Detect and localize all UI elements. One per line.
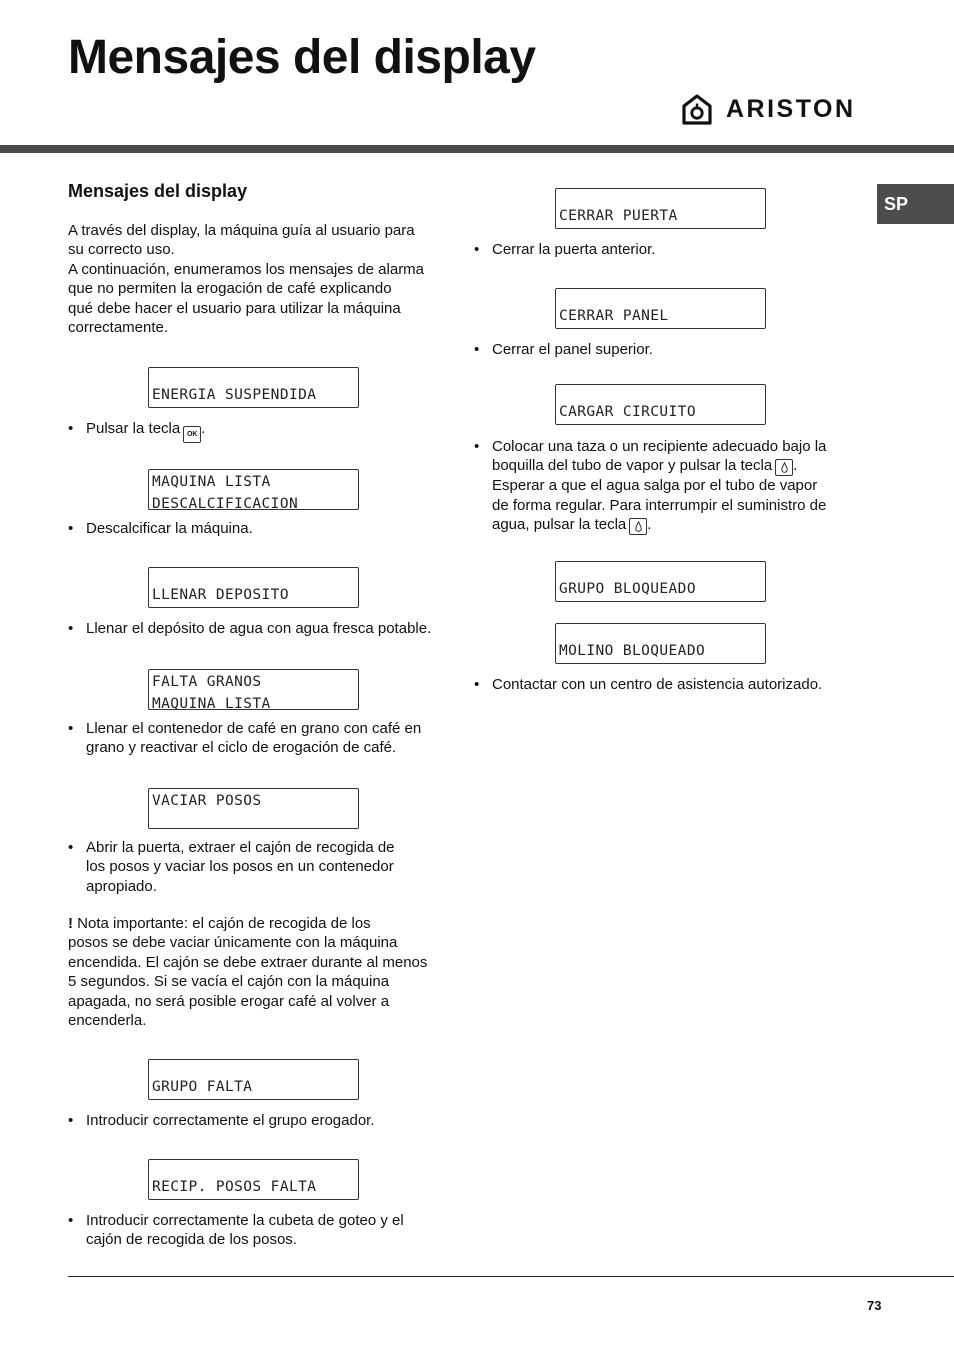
intro-line: A través del display, la máquina guía al usuario para <box>68 222 415 239</box>
display-message <box>555 561 766 602</box>
display-message <box>555 384 766 425</box>
intro-line: que no permiten la erogación de café explicando <box>68 280 392 298</box>
display-message <box>555 288 766 329</box>
instruction-line: grano y reactivar el ciclo de erogación de café. <box>86 739 397 757</box>
brand-name: ARISTON <box>726 94 856 123</box>
important-note <box>68 914 438 1030</box>
display-line: ENERGIA SUSPENDIDA <box>152 387 317 403</box>
display-message <box>148 669 359 710</box>
display-message <box>148 1059 359 1100</box>
page-number: 73 <box>867 1298 882 1313</box>
brand-logo <box>682 93 856 125</box>
instruction-line: los posos y vaciar los posos en un contenedor <box>86 858 394 876</box>
note-line: Nota importante: el cajón de recogida de los <box>77 915 371 932</box>
instruction-line: de forma regular. Para interrumpir el suministro de <box>492 496 827 514</box>
ok-key-icon: OK <box>183 426 201 443</box>
instruction-line: Llenar el contenedor de café en grano con café en <box>86 720 422 737</box>
instruction-line: Introducir correctamente la cubeta de goteo y el <box>86 1212 404 1229</box>
page-title: Mensajes del display <box>68 31 536 84</box>
steam-key-icon <box>775 459 793 476</box>
instruction-line: Contactar con un centro de asistencia autorizado. <box>492 676 823 693</box>
display-line: GRUPO BLOQUEADO <box>559 581 696 597</box>
display-line: CARGAR CIRCUITO <box>559 404 696 420</box>
instruction-line: apropiado. <box>86 877 157 895</box>
instruction-line: Introducir correctamente el grupo erogador. <box>86 1112 375 1129</box>
display-line: FALTA GRANOS <box>152 674 262 690</box>
intro-line: su correcto uso. <box>68 241 175 259</box>
instruction-line: Esperar a que el agua salga por el tubo de vapor <box>492 477 818 495</box>
display-line: MOLINO BLOQUEADO <box>559 643 706 659</box>
instruction-line: boquilla del tubo de vapor y pulsar la tecla <box>492 457 773 475</box>
ariston-house-icon <box>682 94 712 125</box>
display-line: CERRAR PUERTA <box>559 208 678 224</box>
display-message <box>148 1159 359 1200</box>
intro-line: correctamente. <box>68 319 169 337</box>
instruction-line: Pulsar la tecla <box>86 420 181 437</box>
note-mark: ! <box>68 915 73 932</box>
note-line: posos se debe vaciar únicamente con la máquina <box>68 934 398 952</box>
instruction-line: agua, pulsar la tecla <box>492 516 627 534</box>
display-line: VACIAR POSOS <box>152 793 262 809</box>
intro-line: A continuación, enumeramos los mensajes de alarma <box>68 260 425 278</box>
display-message <box>148 367 359 408</box>
intro-paragraph <box>68 221 438 337</box>
display-line: LLENAR DEPOSITO <box>152 587 289 603</box>
display-message <box>555 188 766 229</box>
instruction-line: Cerrar la puerta anterior. <box>492 241 656 258</box>
display-message <box>555 623 766 664</box>
display-line: RECIP. POSOS FALTA <box>152 1179 317 1195</box>
footer-rule <box>68 1276 954 1277</box>
note-line: apagada, no será posible erogar café al volver a <box>68 992 390 1010</box>
display-line: MAQUINA LISTA <box>152 474 271 490</box>
section-heading: Mensajes del display <box>68 181 248 201</box>
display-message <box>148 788 359 829</box>
display-line: DESCALCIFICACION <box>152 496 299 512</box>
instruction-line: Cerrar el panel superior. <box>492 341 653 358</box>
display-message <box>148 567 359 608</box>
instruction-line: Abrir la puerta, extraer el cajón de recogida de <box>86 839 395 856</box>
language-tab: SP <box>877 184 954 224</box>
instruction-line: Descalcificar la máquina. <box>86 520 253 537</box>
note-line: 5 segundos. Si se vacía el cajón con la máquina <box>68 973 390 991</box>
display-message <box>148 469 359 510</box>
note-line: encendida. El cajón se debe extraer durante al menos <box>68 953 428 971</box>
display-line: GRUPO FALTA <box>152 1079 253 1095</box>
instruction-line: Colocar una taza o un recipiente adecuado bajo la <box>492 438 827 455</box>
display-line: MAQUINA LISTA <box>152 696 271 712</box>
display-line: CERRAR PANEL <box>559 308 669 324</box>
steam-key-icon <box>629 518 647 535</box>
header-bar <box>0 145 954 153</box>
note-line: encenderla. <box>68 1012 147 1030</box>
intro-line: qué debe hacer el usuario para utilizar la máquina <box>68 299 401 317</box>
instruction-line: Llenar el depósito de agua con agua fresca potable. <box>86 620 432 637</box>
instruction-line: cajón de recogida de los posos. <box>86 1231 297 1249</box>
